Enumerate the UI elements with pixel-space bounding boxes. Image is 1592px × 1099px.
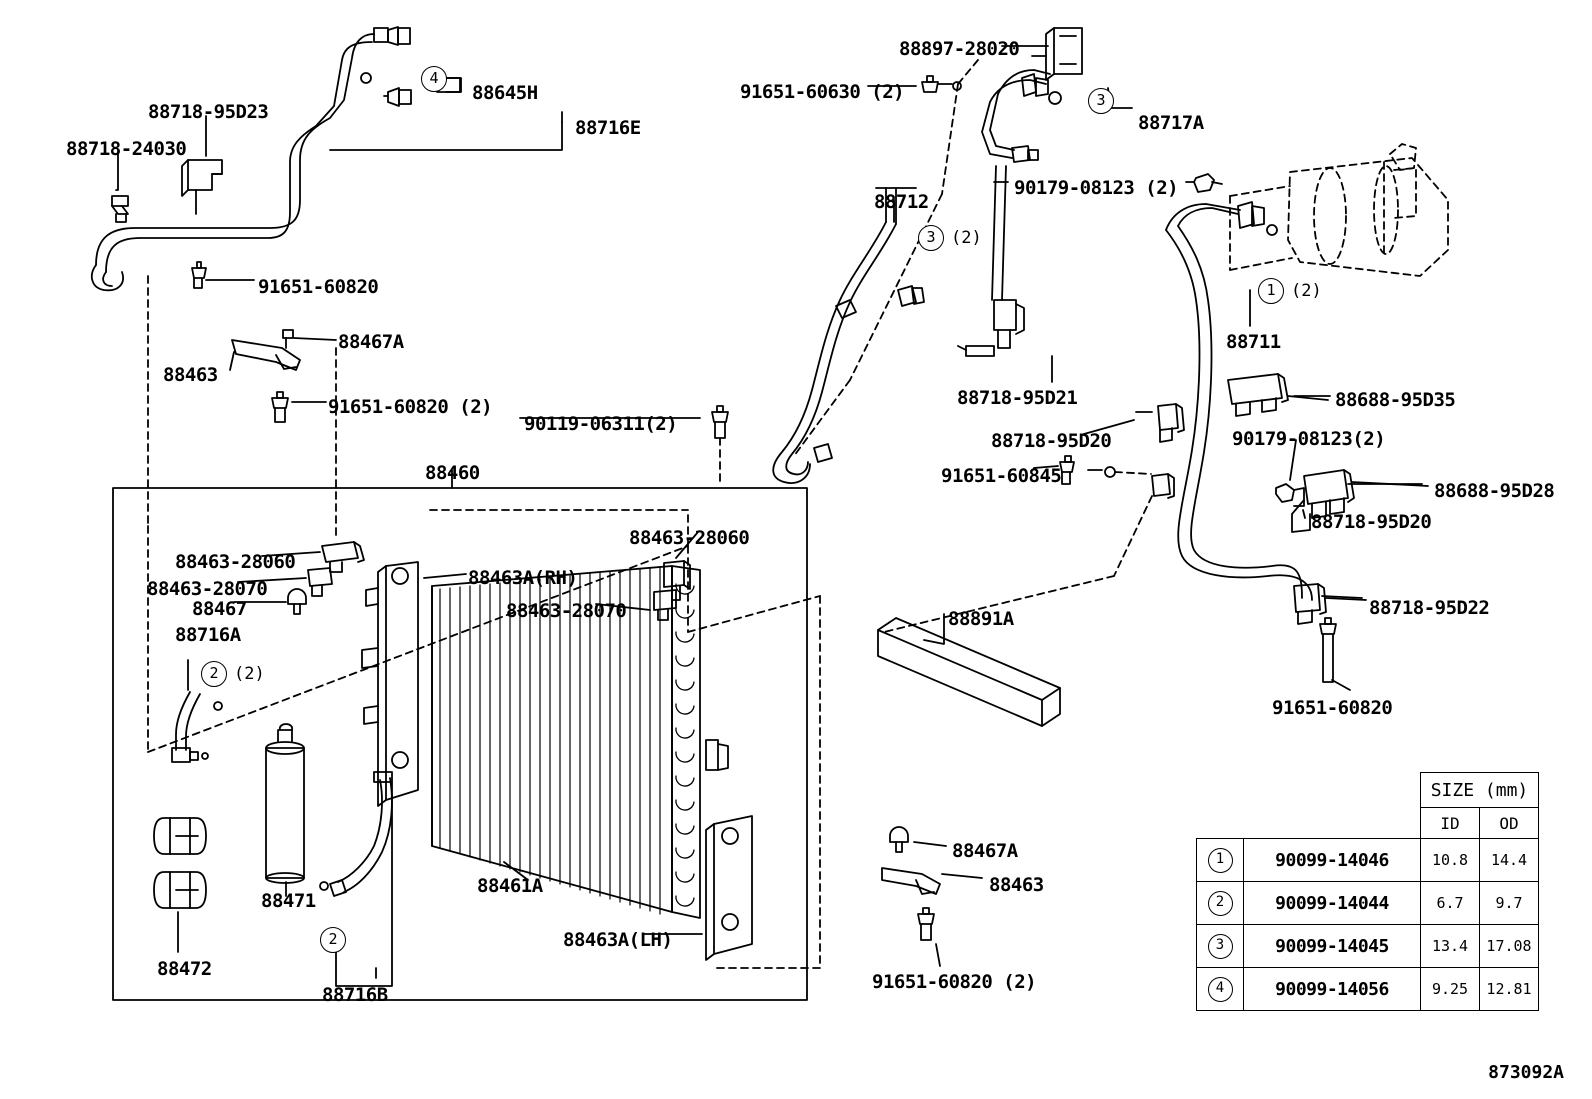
part-label: 88463-28060 <box>175 551 296 573</box>
size-id: 13.4 <box>1421 925 1480 968</box>
part-label: 88716A <box>175 624 241 646</box>
callout-bubble: 4 <box>1197 968 1244 1011</box>
part-label: 88463 <box>989 874 1044 896</box>
callout-bubble: 1 <box>1197 839 1244 882</box>
callout-qty: (2) <box>1291 281 1322 301</box>
part-number: 90099-14044 <box>1244 882 1421 925</box>
callout-bubble: 3 <box>1197 925 1244 968</box>
size-od: 9.7 <box>1480 882 1539 925</box>
callout-bubble: 1 <box>1258 278 1284 304</box>
part-label: 88463-28060 <box>629 527 750 549</box>
part-label: 91651-60820 <box>258 276 379 298</box>
callout-bubble: 2 <box>320 927 346 953</box>
part-label: 88712 <box>874 191 929 213</box>
callout-bubble: 2 <box>1197 882 1244 925</box>
part-label: 88716B <box>322 984 388 1006</box>
part-label: 88461A <box>477 875 543 897</box>
part-label: 88471 <box>261 890 316 912</box>
part-label: 88463A(RH) <box>468 567 578 589</box>
part-label: 88711 <box>1226 331 1281 353</box>
part-label: 88718-95D20 <box>991 430 1112 452</box>
size-table-title: SIZE (mm) <box>1421 773 1539 808</box>
part-label: 90179-08123(2) <box>1232 428 1386 450</box>
part-number: 90099-14045 <box>1244 925 1421 968</box>
part-label: 88688-95D28 <box>1434 480 1555 502</box>
part-label: 88467A <box>338 331 404 353</box>
part-label: 88718-95D23 <box>148 101 269 123</box>
table-row <box>1197 839 1539 882</box>
part-label: 88718-95D21 <box>957 387 1078 409</box>
part-label: 88891A <box>948 608 1014 630</box>
diagram-code: 873092A <box>1488 1062 1564 1083</box>
size-table-header-id: ID <box>1421 808 1480 839</box>
part-label: 88717A <box>1138 112 1204 134</box>
part-label: 88897-28020 <box>899 38 1020 60</box>
part-label: 90179-08123 (2) <box>1014 177 1179 199</box>
callout-bubble: 4 <box>421 66 447 92</box>
part-label: 88463-28070 <box>147 578 268 600</box>
callout-qty: (2) <box>951 228 982 248</box>
part-label: 88718-95D20 <box>1311 511 1432 533</box>
part-label: 88718-95D22 <box>1369 597 1490 619</box>
size-id: 6.7 <box>1421 882 1480 925</box>
size-od: 14.4 <box>1480 839 1539 882</box>
part-number: 90099-14056 <box>1244 968 1421 1011</box>
part-label: 88463-28070 <box>506 600 627 622</box>
part-label: 88467 <box>192 598 247 620</box>
size-table <box>1196 772 1539 1011</box>
part-label: 91651-60820 <box>1272 697 1393 719</box>
part-label: 88645H <box>472 82 538 104</box>
part-label: 88718-24030 <box>66 138 187 160</box>
callout-bubble: 3 <box>918 225 944 251</box>
part-label: 91651-60630 (2) <box>740 81 905 103</box>
part-label: 88467A <box>952 840 1018 862</box>
table-row <box>1197 925 1539 968</box>
part-label: 88463A(LH) <box>563 929 673 951</box>
part-label: 88688-95D35 <box>1335 389 1456 411</box>
part-label: 88472 <box>157 958 212 980</box>
table-row <box>1197 882 1539 925</box>
callout-bubble: 2 <box>201 661 227 687</box>
part-label: 91651-60845 <box>941 465 1062 487</box>
part-label: 91651-60820 (2) <box>328 396 493 418</box>
part-label: 88463 <box>163 364 218 386</box>
size-id: 10.8 <box>1421 839 1480 882</box>
callout-qty: (2) <box>234 664 265 684</box>
table-row <box>1197 968 1539 1011</box>
part-label: 88460 <box>425 462 480 484</box>
part-label: 88716E <box>575 117 641 139</box>
part-label: 91651-60820 (2) <box>872 971 1037 993</box>
size-od: 17.08 <box>1480 925 1539 968</box>
size-table-header-od: OD <box>1480 808 1539 839</box>
size-id: 9.25 <box>1421 968 1480 1011</box>
callout-bubble: 3 <box>1088 88 1114 114</box>
part-number: 90099-14046 <box>1244 839 1421 882</box>
part-label: 90119-06311(2) <box>524 413 678 435</box>
size-od: 12.81 <box>1480 968 1539 1011</box>
